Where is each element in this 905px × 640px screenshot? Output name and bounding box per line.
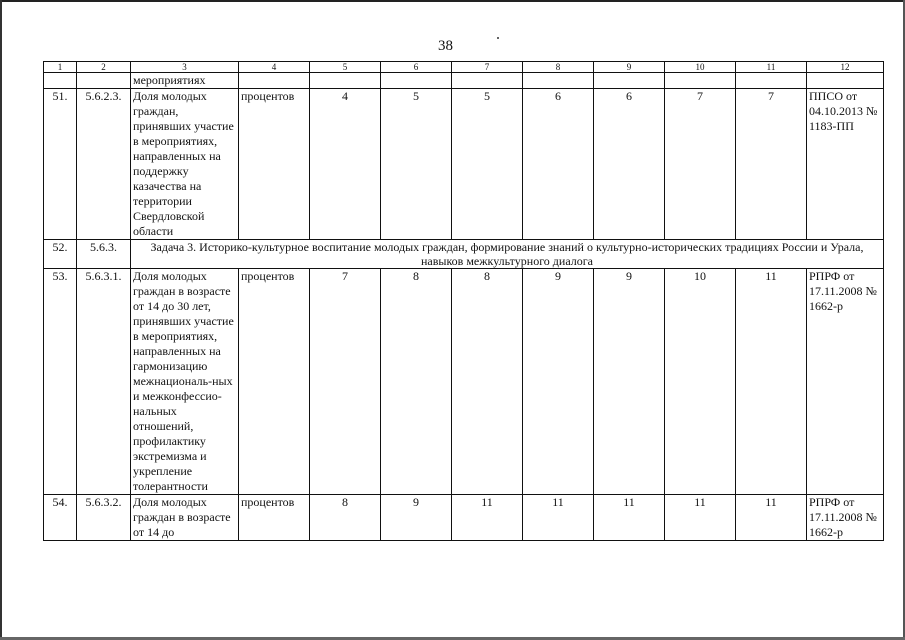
row-code: 5.6.3.1.: [77, 269, 131, 495]
indicator-name: Доля молодых граждан в возрасте от 14 до: [131, 495, 239, 541]
unit-cell: процентов: [239, 495, 310, 541]
cell-empty: [665, 73, 736, 89]
indicator-table: [43, 61, 884, 541]
header-col-9: 9: [594, 62, 665, 73]
cell-empty: [807, 73, 884, 89]
source-document: РПРФ от 17.11.2008 № 1662-р: [807, 495, 884, 541]
row-number: 51.: [44, 89, 77, 240]
header-col-2: 2: [77, 62, 131, 73]
row-number: 53.: [44, 269, 77, 495]
scan-speck: [497, 37, 499, 39]
cell-empty: [452, 73, 523, 89]
unit-cell: процентов: [239, 89, 310, 240]
value-cell: 4: [310, 89, 381, 240]
continued-indicator-name: мероприятиях: [131, 73, 239, 89]
cell-empty: [381, 73, 452, 89]
value-cell: 8: [452, 269, 523, 495]
value-cell: 5: [452, 89, 523, 240]
cell-empty: [77, 73, 131, 89]
value-cell: 9: [523, 269, 594, 495]
table-row: [44, 495, 884, 541]
cell-empty: [239, 73, 310, 89]
value-cell: 7: [310, 269, 381, 495]
value-cell: 11: [736, 495, 807, 541]
value-cell: 11: [736, 269, 807, 495]
cell-empty: [594, 73, 665, 89]
indicator-name: Доля молодых граждан, принявших участие в мероприятиях, направленных на поддержку казачества на территории Свердловской области: [131, 89, 239, 240]
row-code: 5.6.3.2.: [77, 495, 131, 541]
cell-empty: [523, 73, 594, 89]
header-col-10: 10: [665, 62, 736, 73]
value-cell: 8: [310, 495, 381, 541]
value-cell: 11: [523, 495, 594, 541]
source-document: РПРФ от 17.11.2008 № 1662-р: [807, 269, 884, 495]
page-number: 38: [438, 38, 453, 54]
value-cell: 5: [381, 89, 452, 240]
value-cell: 8: [381, 269, 452, 495]
cell-empty: [310, 73, 381, 89]
column-number-header: [44, 62, 884, 73]
value-cell: 10: [665, 269, 736, 495]
header-col-12: 12: [807, 62, 884, 73]
value-cell: 11: [594, 495, 665, 541]
value-cell: 9: [594, 269, 665, 495]
value-cell: 9: [381, 495, 452, 541]
row-code: 5.6.2.3.: [77, 89, 131, 240]
value-cell: 11: [665, 495, 736, 541]
header-col-5: 5: [310, 62, 381, 73]
cell-empty: [736, 73, 807, 89]
row-number: 54.: [44, 495, 77, 541]
value-cell: 7: [736, 89, 807, 240]
header-col-6: 6: [381, 62, 452, 73]
value-cell: 6: [523, 89, 594, 240]
task-heading: Задача 3. Историко-культурное воспитание молодых граждан, формирование знаний о культурно-исторических традициях России и Урала, навыков межкультурного диалога: [131, 240, 884, 269]
header-col-7: 7: [452, 62, 523, 73]
header-col-8: 8: [523, 62, 594, 73]
header-col-3: 3: [131, 62, 239, 73]
value-cell: 7: [665, 89, 736, 240]
value-cell: 6: [594, 89, 665, 240]
scan-edge-left: [0, 0, 2, 640]
table-row: [44, 89, 884, 240]
value-cell: 11: [452, 495, 523, 541]
table-row: [44, 269, 884, 495]
task-row: [44, 240, 884, 269]
header-col-4: 4: [239, 62, 310, 73]
cell-empty: [44, 73, 77, 89]
source-document: ППСО от 04.10.2013 № 1183-ПП: [807, 89, 884, 240]
scan-edge-top: [0, 0, 905, 2]
indicator-name: Доля молодых граждан в возрасте от 14 до 30 лет, принявших участие в мероприятиях, направленных на гармонизацию межнациональ-ных и межконфессио-нальных отношений, профилактику экстремизма и укрепление толерантности: [131, 269, 239, 495]
header-col-1: 1: [44, 62, 77, 73]
row-code: 5.6.3.: [77, 240, 131, 269]
row-number: 52.: [44, 240, 77, 269]
unit-cell: процентов: [239, 269, 310, 495]
continued-row: [44, 73, 884, 89]
header-col-11: 11: [736, 62, 807, 73]
